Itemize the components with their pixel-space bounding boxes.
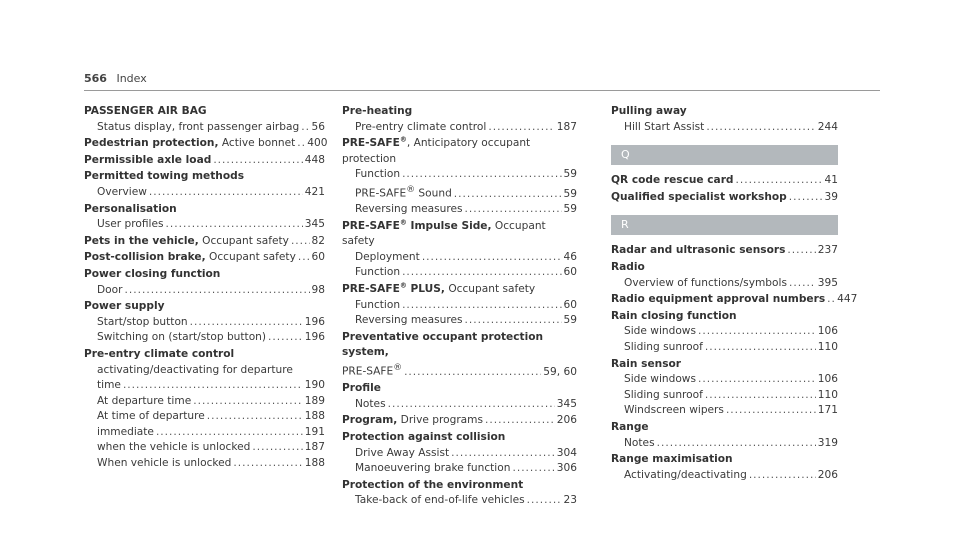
- page-ref: 196: [304, 315, 325, 328]
- headword: Pulling away: [611, 105, 687, 117]
- entry-text: when the vehicle is unlocked: [97, 441, 251, 454]
- dot-leader: [512, 461, 554, 477]
- subtopic: Occupant safety: [342, 219, 546, 248]
- dot-leader: [451, 446, 555, 462]
- headword: Permitted towing methods: [84, 170, 244, 183]
- dot-leader: [190, 315, 303, 331]
- dot-leader: [698, 372, 816, 388]
- page-ref: 319: [817, 436, 838, 449]
- index-entry: [611, 292, 858, 308]
- entry-text: [84, 250, 296, 266]
- entry-text: Side windows: [624, 325, 696, 338]
- entry-text: User profiles: [97, 218, 164, 231]
- entry-text: PRE-SAFE® Sound: [355, 184, 452, 200]
- subtopic: Occupant safety: [198, 234, 289, 247]
- page-ref: 345: [556, 397, 577, 410]
- dot-leader: [193, 394, 303, 410]
- index-entry: [611, 190, 838, 206]
- dot-leader: [291, 234, 310, 250]
- headword: Pre-heating: [342, 105, 413, 117]
- index-headword: [342, 430, 577, 446]
- index-subentry[interactable]: [611, 372, 838, 388]
- dot-leader: [827, 292, 835, 308]
- page-ref: 59: [563, 314, 577, 327]
- page-number: 566: [84, 72, 107, 85]
- index-subentry[interactable]: [342, 183, 577, 202]
- headword: Rain sensor: [611, 357, 682, 370]
- dot-leader: [268, 330, 303, 346]
- index-headword: [84, 347, 325, 363]
- headword: Range: [611, 420, 649, 433]
- dot-leader: [789, 190, 823, 206]
- index-headword: [611, 104, 838, 120]
- dot-leader: [527, 493, 562, 509]
- index-subentry[interactable]: [84, 394, 325, 410]
- entry-text: At departure time: [97, 394, 192, 407]
- page-ref: 196: [304, 331, 325, 344]
- index-subentry[interactable]: [342, 493, 577, 509]
- index-headword[interactable]: [611, 243, 838, 259]
- index-entry: [342, 219, 577, 281]
- entry-text: Switching on (start/stop button): [97, 331, 267, 344]
- index-subentry[interactable]: [342, 313, 577, 329]
- page-ref: 421: [304, 185, 325, 198]
- entry-text: [84, 153, 211, 169]
- entry-text: [611, 292, 825, 308]
- page-ref: 304: [556, 446, 577, 459]
- index-subentry-label: activating/deactivating for departure: [97, 363, 293, 376]
- index-entry: [342, 330, 577, 380]
- index-subentry[interactable]: [84, 283, 325, 299]
- dot-leader: [298, 250, 310, 266]
- page-ref: 60: [311, 251, 325, 264]
- headword: Protection against collision: [342, 430, 506, 443]
- index-entry: [84, 250, 325, 266]
- index-headword: [342, 282, 577, 298]
- headword: Program,: [342, 414, 398, 427]
- index-headword: [342, 136, 577, 167]
- dot-leader: [402, 167, 561, 183]
- index-headword[interactable]: [611, 173, 838, 189]
- dot-leader: [454, 187, 562, 203]
- index-subentry[interactable]: [84, 217, 325, 233]
- index-column-3: [611, 104, 858, 484]
- dot-leader: [156, 425, 303, 441]
- page-ref: 46: [563, 250, 577, 263]
- dot-leader: [402, 298, 561, 314]
- page-ref: 188: [304, 457, 325, 470]
- index-subentry[interactable]: [342, 446, 577, 462]
- page-ref: 60: [563, 266, 577, 279]
- headword: Preventative occupant protection system,: [342, 330, 544, 359]
- page-ref: 82: [311, 234, 325, 247]
- dot-leader: [698, 324, 816, 340]
- index-entry: [342, 282, 577, 329]
- dot-leader: [465, 313, 562, 329]
- entry-text: Function: [355, 168, 401, 181]
- index-entry: [84, 169, 325, 200]
- dot-leader: [488, 120, 554, 136]
- entry-text: [84, 136, 295, 152]
- entry-text: Overview of functions/symbols: [624, 276, 787, 289]
- dot-leader: [207, 409, 303, 425]
- page-ref: 187: [556, 120, 577, 133]
- index-headword: [342, 478, 577, 494]
- page-ref: 187: [304, 441, 325, 454]
- index-subentry[interactable]: [611, 468, 838, 484]
- index-subentry[interactable]: [342, 265, 577, 281]
- entry-text: immediate: [97, 425, 154, 438]
- dot-leader: [789, 276, 816, 292]
- index-subentry[interactable]: [342, 250, 577, 266]
- entry-text: At time of departure: [97, 410, 205, 423]
- entry-text: Door: [97, 283, 123, 296]
- page-ref: 23: [563, 494, 577, 507]
- entry-text: Drive Away Assist: [355, 446, 450, 459]
- headword: Range maximisation: [611, 453, 733, 466]
- page-ref: 190: [304, 379, 325, 392]
- page-ref: 189: [304, 394, 325, 407]
- page-ref: 98: [311, 283, 325, 296]
- index-headword: [342, 104, 577, 120]
- entry-text: Overview: [97, 185, 147, 198]
- index-entry: [342, 478, 577, 509]
- dot-leader: [705, 388, 816, 404]
- header-divider: [84, 90, 880, 91]
- page-ref: 59: [563, 187, 577, 200]
- headword: Qualified specialist workshop: [611, 190, 787, 203]
- entry-text: time: [97, 379, 121, 392]
- index-headword: [611, 357, 838, 373]
- headword: Post-collision brake,: [84, 251, 206, 264]
- index-entry: [342, 430, 577, 477]
- index-subentry[interactable]: [611, 436, 838, 452]
- dot-leader: [297, 136, 305, 152]
- index-headword: [611, 420, 838, 436]
- headword: Radar and ultrasonic sensors: [611, 244, 786, 257]
- entry-text: [84, 234, 289, 250]
- headword: PRE-SAFE® Impulse Side,: [342, 218, 492, 232]
- index-subentry[interactable]: [611, 276, 838, 292]
- page-ref: 110: [817, 340, 838, 353]
- index-headword: [84, 267, 325, 283]
- page-ref: 237: [817, 244, 838, 257]
- dot-leader: [657, 436, 816, 452]
- page-ref: 244: [817, 120, 838, 133]
- index-entry: [342, 413, 577, 429]
- headword: PASSENGER AIR BAG: [84, 105, 207, 117]
- index-entry: [84, 202, 325, 233]
- entry-text: Function: [355, 298, 401, 311]
- index-entry: [611, 260, 838, 291]
- dot-leader: [252, 440, 302, 456]
- entry-text: Notes: [624, 436, 655, 449]
- index-headword: [342, 381, 577, 397]
- index-column-1: [84, 104, 328, 473]
- headword: Pedestrian protection,: [84, 137, 219, 150]
- page-ref: 191: [304, 425, 325, 438]
- index-entry: [342, 136, 577, 218]
- index-headword[interactable]: [342, 413, 577, 429]
- dot-leader: [233, 456, 302, 472]
- page-ref: 59: [563, 168, 577, 181]
- page-ref: 41: [824, 174, 838, 187]
- dot-leader: [706, 120, 815, 136]
- headword: PRE-SAFE® PLUS,: [342, 281, 445, 296]
- index-entry: [342, 104, 577, 135]
- index-subentry[interactable]: [611, 403, 838, 419]
- index-subentry[interactable]: [611, 388, 838, 404]
- page-ref: 171: [817, 404, 838, 417]
- page-ref: 106: [817, 325, 838, 338]
- headword: PRE-SAFE®: [342, 135, 407, 150]
- letter-section-q: Q: [611, 145, 838, 165]
- page-ref: 448: [304, 153, 325, 166]
- subtopic: Drive programs: [397, 414, 484, 427]
- dot-leader: [485, 413, 555, 429]
- entry-text: Reversing measures: [355, 203, 463, 216]
- entry-text: Side windows: [624, 373, 696, 386]
- page-header: [84, 72, 147, 85]
- headword: Radio: [611, 260, 645, 273]
- index-headword[interactable]: [84, 136, 328, 152]
- dot-leader: [422, 250, 562, 266]
- index-subentry[interactable]: [611, 324, 838, 340]
- index-entry: [611, 243, 838, 259]
- index-entry: [611, 357, 838, 419]
- entry-text: Hill Start Assist: [624, 120, 705, 133]
- index-entry: [84, 299, 325, 346]
- page-ref: 400: [307, 137, 328, 150]
- index-entry: [84, 267, 325, 298]
- index-entry: [84, 153, 325, 169]
- index-headword: [611, 309, 838, 325]
- entry-text: [342, 413, 483, 429]
- index-entry: [84, 104, 325, 135]
- index-subentry[interactable]: [84, 456, 325, 472]
- page-ref: 59, 60: [543, 365, 577, 378]
- page-ref: 106: [817, 373, 838, 386]
- dot-leader: [787, 243, 815, 259]
- subtopic: Occupant safety: [444, 283, 536, 296]
- index-entry: [342, 381, 577, 412]
- page-ref: 39: [824, 190, 838, 203]
- entry-text: [611, 190, 787, 206]
- page-ref: 188: [304, 410, 325, 423]
- page-ref: 206: [556, 414, 577, 427]
- index-entry: [84, 347, 325, 472]
- entry-text: Sliding sunroof: [624, 340, 703, 353]
- page-ref: 56: [311, 120, 325, 133]
- entry-text: Windscreen wipers: [624, 404, 724, 417]
- dot-leader: [166, 217, 303, 233]
- index-entry: [611, 452, 838, 483]
- index-subentry[interactable]: [84, 440, 325, 456]
- entry-text: When vehicle is unlocked: [97, 457, 232, 470]
- headword: Pre-entry climate control: [84, 347, 235, 360]
- headword: Rain closing function: [611, 309, 737, 322]
- subtopic: , Anticipatory occupant protection: [342, 137, 531, 165]
- page-ref: 395: [817, 276, 838, 289]
- entry-text: Pre-entry climate control: [355, 120, 487, 133]
- page-ref: 345: [304, 218, 325, 231]
- index-subentry[interactable]: [342, 202, 577, 218]
- headword: QR code rescue card: [611, 174, 734, 187]
- dot-leader: [149, 185, 303, 201]
- entry-text: Manoeuvering brake function: [355, 462, 511, 475]
- index-subentry[interactable]: [611, 340, 838, 356]
- index-subentry[interactable]: [84, 409, 325, 425]
- page-ref: 59: [563, 203, 577, 216]
- index-subentry[interactable]: [84, 378, 325, 394]
- index-subentry[interactable]: [611, 120, 838, 136]
- index-column-2: [342, 104, 577, 510]
- index-subentry[interactable]: [342, 397, 577, 413]
- entry-text: Deployment: [355, 250, 420, 263]
- index-headword[interactable]: [611, 292, 858, 308]
- subtopic: Occupant safety: [205, 251, 296, 264]
- headword: Personalisation: [84, 202, 177, 215]
- dot-leader: [124, 283, 309, 299]
- subtopic: Active bonnet: [218, 137, 296, 150]
- dot-leader: [404, 365, 541, 381]
- index-entry: [611, 420, 838, 451]
- index-subentry[interactable]: [342, 361, 577, 380]
- headword: Permissible axle load: [84, 153, 212, 166]
- headword: Radio equipment approval numbers: [611, 293, 826, 306]
- index-entry: [84, 136, 328, 152]
- headword: Power supply: [84, 300, 165, 313]
- index-subentry[interactable]: [84, 185, 325, 201]
- section-title: Index: [116, 72, 147, 85]
- dot-leader: [736, 173, 823, 189]
- index-headword: [611, 452, 838, 468]
- entry-text: Take-back of end-of-life vehicles: [355, 494, 525, 507]
- entry-text: Notes: [355, 397, 386, 410]
- index-headword: [342, 330, 577, 361]
- entry-text: Start/stop button: [97, 315, 188, 328]
- index-subentry[interactable]: [84, 330, 325, 346]
- dot-leader: [749, 468, 816, 484]
- dot-leader: [705, 340, 816, 356]
- index-subentry[interactable]: [84, 120, 325, 136]
- index-subentry[interactable]: [342, 461, 577, 477]
- dot-leader: [465, 202, 562, 218]
- dot-leader: [301, 120, 309, 136]
- page-ref: 306: [556, 462, 577, 475]
- dot-leader: [213, 153, 302, 169]
- index-entry: [84, 234, 325, 250]
- index-headword: [611, 260, 838, 276]
- entry-text: Sliding sunroof: [624, 388, 703, 401]
- index-headword: [84, 104, 325, 120]
- index-headword: [84, 202, 325, 218]
- index-subentry[interactable]: [84, 315, 325, 331]
- dot-leader: [402, 265, 561, 281]
- index-subentry[interactable]: [84, 425, 325, 441]
- index-entry: [611, 104, 838, 135]
- page-ref: 60: [563, 298, 577, 311]
- dot-leader: [123, 378, 303, 394]
- index-headword: [342, 219, 577, 250]
- entry-text: Activating/deactivating: [624, 468, 747, 481]
- index-entry: [611, 173, 838, 189]
- index-headword[interactable]: [611, 190, 838, 206]
- index-headword: [84, 169, 325, 185]
- dot-leader: [388, 397, 555, 413]
- index-subentry[interactable]: [342, 120, 577, 136]
- index-headword[interactable]: [84, 250, 325, 266]
- index-subentry[interactable]: [342, 298, 577, 314]
- headword: Pets in the vehicle,: [84, 234, 199, 247]
- entry-text: [611, 243, 785, 259]
- page-ref: 206: [817, 468, 838, 481]
- index-headword[interactable]: [84, 153, 325, 169]
- index-entry: [611, 309, 838, 356]
- entry-text: [611, 173, 734, 189]
- index-headword[interactable]: [84, 234, 325, 250]
- entry-text: PRE-SAFE®: [342, 363, 403, 378]
- headword: Profile: [342, 382, 381, 395]
- index-headword: [84, 299, 325, 315]
- headword: Protection of the environment: [342, 478, 524, 491]
- entry-text: Function: [355, 266, 401, 279]
- page-ref: 447: [837, 293, 858, 306]
- dot-leader: [726, 403, 816, 419]
- headword: Power closing function: [84, 267, 221, 280]
- letter-section-r: R: [611, 215, 838, 235]
- index-subentry[interactable]: [342, 167, 577, 183]
- entry-text: Reversing measures: [355, 314, 463, 327]
- page-ref: 110: [817, 388, 838, 401]
- entry-text: Status display, front passenger airbag: [97, 120, 300, 133]
